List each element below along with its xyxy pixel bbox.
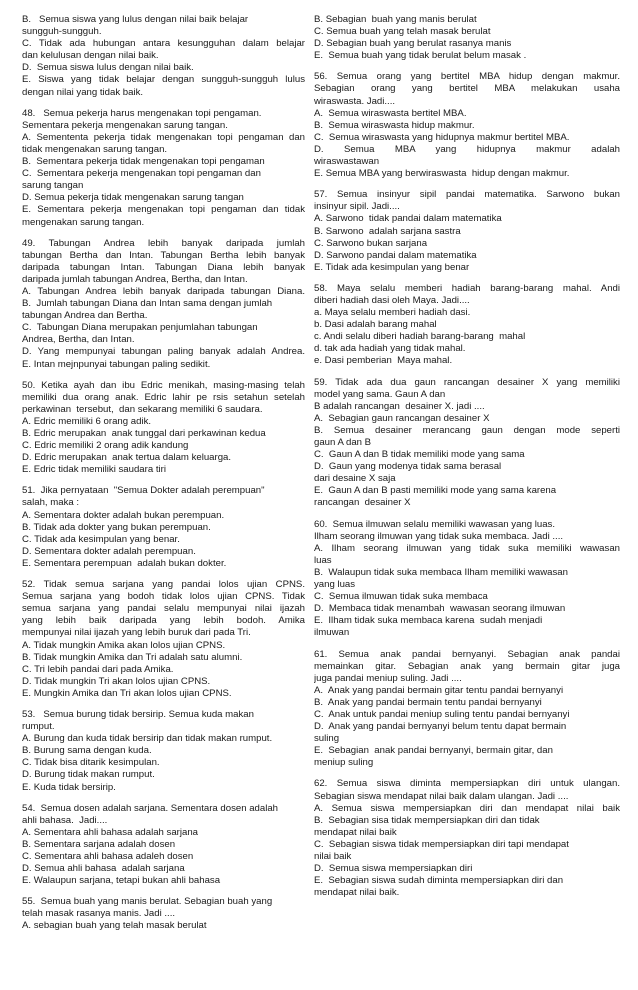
text-line: wiraswastawan	[314, 156, 380, 168]
text-line: mengenakan sarung tangan.	[22, 216, 145, 228]
text-line: E. Intan mejnpunyai tabungan paling sedikit.	[22, 358, 211, 370]
text-line: d. tak ada hadiah yang tidak mahal.	[314, 343, 466, 355]
text-line: Sebagian siswa mendapat nilai baik dalam ulangan. Jadi ....	[314, 790, 569, 802]
text-line: 51. Jika pernyataan "Semua Dokter adalah perempuan"	[22, 485, 265, 497]
text-line: rancangan desainer X	[314, 497, 411, 509]
text-line: B. Semua desainer merancang gaun dengan mode seperti	[314, 424, 620, 436]
text-line: telah masak rasanya manis. Jadi ....	[22, 908, 176, 920]
text-line: B. Tidak mungkin Amika dan Tri adalah satu alumni.	[22, 651, 243, 663]
text-line: C. Sarwono bukan sarjana	[314, 237, 428, 249]
text-line: C. Tidak ada kesimpulan yang benar.	[22, 533, 180, 545]
paragraph-gap	[22, 476, 305, 485]
text-line: tidak mengenakan sarung tangan.	[22, 143, 168, 155]
text-line: 60. Semua ilmuwan selalu memiliki wawasan yang luas.	[314, 518, 556, 530]
text-line: diberi hadiah dasi oleh Maya. Jadi....	[314, 294, 470, 306]
text-line: memainkan gitar. Sebagian anak yang bermain gitar juga	[314, 660, 620, 672]
paragraph-gap	[22, 371, 305, 380]
text-line: D. Semua pekerja tidak mengenakan sarung tangan	[22, 192, 244, 204]
text-line: C. Anak untuk pandai meniup suling tentu pandai bernyanyi	[314, 708, 570, 720]
text-line: memiliki dua orang anak. Edric lahir pe rsis setahun setelah	[22, 391, 305, 403]
text-line: D. Yang mempunyai tabungan paling banyak adalah Andrea.	[22, 346, 305, 358]
text-line: D. Semua siswa mempersiapkan diri	[314, 863, 473, 875]
text-line: 57. Semua insinyur sipil pandai matematika. Sarwono bukan	[314, 189, 620, 201]
text-line: C. Tabungan Diana merupakan penjumlahan tabungan	[22, 322, 258, 334]
paragraph-gap	[22, 700, 305, 709]
text-line: E. Siswa yang tidak belajar dengan sungguh-sungguh lulus	[22, 74, 305, 86]
text-line: 53. Semua burung tidak bersirip. Semua kuda makan	[22, 708, 254, 720]
paragraph-gap	[22, 570, 305, 579]
text-line: E. Semua MBA yang berwiraswasta hidup dengan makmur.	[314, 168, 570, 180]
text-line: tabungan Andrea dan Bertha.	[22, 310, 148, 322]
text-line: A. Edric memiliki 6 orang adik.	[22, 415, 152, 427]
text-line: A. Tabungan Andrea lebih banyak daripada tabungan Diana.	[22, 285, 305, 297]
text-line: 59. Tidak ada dua gaun rancangan desainer X yang memiliki	[314, 376, 620, 388]
text-line: D. Sarwono pandai dalam matematika	[314, 249, 477, 261]
paragraph-gap	[314, 368, 620, 377]
text-line: E. Sebagian siswa sudah diminta mempersiapkan diri dan	[314, 875, 564, 887]
text-line: A. Semua wiraswasta bertitel MBA.	[314, 107, 467, 119]
text-line: C. Tidak bisa ditarik kesimpulan.	[22, 757, 160, 769]
text-line: 50. Ketika ayah dan ibu Edric menikah, masing-masing telah	[22, 379, 305, 391]
text-line: mendapat nilai baik	[314, 826, 397, 838]
text-line: mendapat nilai baik.	[314, 887, 400, 899]
text-line: C. Sementara pekerja mengenakan topi pengaman dan	[22, 168, 261, 180]
text-line: B. Burung sama dengan kuda.	[22, 745, 152, 757]
text-line: B. Sementara sarjana adalah dosen	[22, 838, 176, 850]
paragraph-gap	[314, 62, 620, 71]
text-line: b. Dasi adalah barang mahal	[314, 319, 437, 331]
text-line: semua sarjana yang pandai selalu mempunyai nilai ijazah	[22, 603, 305, 615]
text-line: B. Sebagian buah yang manis berulat	[314, 14, 477, 25]
text-line: salah, maka :	[22, 497, 80, 509]
text-line: meniup suling	[314, 757, 374, 769]
text-line: A. Semententa pekerja tidak mengenakan topi pengaman dan	[22, 131, 305, 143]
text-line: dan kelulusan dengan nilai baik.	[22, 50, 159, 62]
text-line: 49. Tabungan Andrea lebih banyak daripada jumlah	[22, 237, 305, 249]
text-line: C. Semua wiraswasta yang hidupnya makmur bertitel MBA.	[314, 131, 570, 143]
text-line: yang lebih baik daripada yang lebih bodoh. Amika	[22, 615, 305, 627]
text-line: sarung tangan	[22, 180, 84, 192]
text-line: A. Sarwono tidak pandai dalam matematika	[314, 213, 502, 225]
text-line: tabungan Bertha dan Intan. Tabungan Bertha lebih banyak	[22, 249, 305, 261]
paragraph-gap	[22, 794, 305, 803]
text-line: E. Sebagian anak pandai bernyanyi, bermain gitar, dan	[314, 745, 553, 757]
text-line: nilai baik	[314, 851, 352, 862]
paragraph-gap	[314, 769, 620, 778]
text-line: 62. Semua siswa diminta mempersiapkan diri untuk ulangan.	[314, 778, 620, 790]
text-line: ilmuwan	[314, 627, 350, 639]
text-line: D. Edric merupakan anak tertua dalam keluarga.	[22, 452, 232, 464]
text-line: D. Tidak mungkin Tri akan lolos ujian CPNS.	[22, 675, 211, 687]
text-line: D. Anak yang pandai bernyanyi belum tentu dapat bermain	[314, 721, 567, 733]
text-line: Semua sarjana yang bodoh tidak lolos ujian CPNS. Tidak	[22, 591, 305, 603]
text-line: c. Andi selalu diberi hadiah barang-barang mahal	[314, 331, 526, 343]
paragraph-gap	[314, 274, 620, 283]
text-line: D. Sebagian buah yang berulat rasanya manis	[314, 38, 512, 50]
text-line: dari desaine X saja	[314, 473, 396, 485]
text-line: C. Edric memiliki 2 orang adik kandung	[22, 440, 189, 452]
text-line: B. Edric merupakan anak tunggal dari perkawinan kedua	[22, 428, 266, 439]
text-line: E. Walaupun sarjana, tetapi bukan ahli bahasa	[22, 875, 221, 887]
text-line: A. Sebagian gaun rancangan desainer X	[314, 412, 490, 424]
text-line: daripada tabungan Intan. Tabungan Diana lebih banyak	[22, 261, 305, 273]
text-line: E. Tidak ada kesimpulan yang benar	[314, 261, 470, 273]
text-line: D. Semua ahli bahasa adalah sarjana	[22, 863, 185, 875]
paragraph-gap	[22, 229, 305, 238]
text-line: D. Sementara dokter adalah perempuan.	[22, 545, 196, 557]
text-line: A. Sementara ahli bahasa adalah sarjana	[22, 826, 199, 838]
text-line: C. Sebagian siswa tidak mempersiapkan diri tapi mendapat	[314, 838, 569, 850]
text-line: 58. Maya selalu memberi hadiah barang-barang mahal. Andi	[314, 282, 620, 294]
text-line: ahli bahasa. Jadi....	[22, 814, 108, 826]
text-line: E. Sementara perempuan adalah bukan dokter.	[22, 557, 227, 569]
right-text-column	[314, 14, 620, 899]
text-line: E. Gaun A dan B pasti memiliki mode yang sama karena	[314, 485, 557, 497]
text-line: dengan nilai yang tidak baik.	[22, 86, 144, 98]
paragraph-gap	[22, 887, 305, 896]
text-line: B. Sebagian sisa tidak mempersiapkan diri dan tidak	[314, 814, 540, 826]
text-line: perkawinan tersebut, dan sekarang memiliki 6 saudara.	[22, 403, 263, 415]
text-line: A. Anak yang pandai bermain gitar tentu pandai bernyanyi	[314, 684, 564, 696]
text-line: luas	[314, 554, 332, 566]
text-line: insinyur sipil. Jadi....	[314, 201, 400, 213]
text-line: sungguh-sungguh.	[22, 26, 102, 38]
text-line: E. Kuda tidak bersirip.	[22, 781, 116, 793]
text-line: wiraswasta. Jadi....	[314, 95, 396, 107]
text-line: D. Semua MBA yang hidupnya makmur adalah	[314, 143, 620, 155]
text-line: D. Membaca tidak menambah wawasan seorang ilmuwan	[314, 603, 566, 615]
text-line: B. Anak yang pandai bermain tentu pandai bernyanyi	[314, 696, 542, 708]
text-line: 48. Semua pekerja harus mengenakan topi pengaman.	[22, 107, 262, 119]
text-line: D. Burung tidak makan rumput.	[22, 769, 155, 781]
text-line: mempunyai nilai ijazah yang lebih buruk dari pada Tri.	[22, 627, 251, 639]
text-line: 52. Tidak semua sarjana yang pandai lolos ujian CPNS.	[22, 579, 305, 591]
text-line: B. Tidak ada dokter yang bukan perempuan.	[22, 521, 211, 533]
paragraph-gap	[314, 180, 620, 189]
text-line: Sebagian orang yang bertitel MBA melakukan usaha	[314, 83, 620, 95]
text-line: C. Sementara ahli bahasa adaleh dosen	[22, 851, 194, 862]
text-line: E. Semua buah yang tidak berulat belum masak .	[314, 50, 527, 62]
text-line: 55. Semua buah yang manis berulat. Sebagian buah yang	[22, 896, 273, 908]
text-line: E. Edric tidak memiliki saudara tiri	[22, 464, 166, 476]
text-line: E. Mungkin Amika dan Tri akan lolos ujian CPNS.	[22, 687, 232, 699]
text-line: A. Semua siswa mempersiapkan diri dan mendapat nilai baik	[314, 802, 620, 814]
text-line: 61. Semua anak pandai bernyanyi. Sebagian anak pandai	[314, 648, 620, 660]
text-line: E. Ilham tidak suka membaca karena sudah menjadi	[314, 615, 543, 627]
text-line: 54. Semua dosen adalah sarjana. Sementara dosen adalah	[22, 802, 279, 814]
paragraph-gap	[314, 510, 620, 519]
text-line: B. Sarwono adalah sarjana sastra	[314, 225, 461, 237]
text-line: C. Tri lebih pandai dari pada Amika.	[22, 663, 174, 675]
text-line: B adalah rancangan desainer X. jadi ....	[314, 400, 485, 412]
text-line: 56. Semua orang yang bertitel MBA hidup dengan makmur.	[314, 71, 620, 83]
text-line: A. Ilham seorang ilmuwan yang tidak suka memiliki wawasan	[314, 542, 620, 554]
text-line: e. Dasi pemberian Maya mahal.	[314, 355, 453, 367]
text-line: B. Jumlah tabungan Diana dan Intan sama dengan jumlah	[22, 298, 273, 310]
text-line: suling	[314, 733, 340, 745]
text-line: C. Semua buah yang telah masak berulat	[314, 26, 491, 38]
text-line: Andrea, Bertha, dan Intan.	[22, 334, 135, 346]
text-line: a. Maya selalu memberi hadiah dasi.	[314, 307, 471, 319]
paragraph-gap	[314, 640, 620, 649]
text-line: A. sebagian buah yang telah masak berulat	[22, 920, 207, 932]
text-line: rumput.	[22, 721, 55, 733]
text-line: C. Gaun A dan B tidak memiliki mode yang sama	[314, 449, 525, 461]
paragraph-gap	[22, 99, 305, 108]
text-line: D. Gaun yang modenya tidak sama berasal	[314, 461, 502, 473]
text-line: gaun A dan B	[314, 437, 372, 448]
text-line: E. Sementara pekerja mengenakan topi pengaman dan tidak	[22, 204, 305, 216]
text-line: daripada jumlah tabungan Andrea, Bertha, dan Intan.	[22, 273, 248, 285]
text-line: B. Semua wiraswasta hidup makmur.	[314, 119, 475, 131]
left-text-column	[22, 14, 305, 933]
text-line: B. Sementara pekerja tidak mengenakan topi pengaman	[22, 156, 265, 168]
text-line: C. Semua ilmuwan tidak suka membaca	[314, 591, 488, 603]
text-line: A. Tidak mungkin Amika akan lolos ujian CPNS.	[22, 639, 226, 651]
text-line: D. Semua siswa lulus dengan nilai baik.	[22, 62, 194, 74]
text-line: B. Semua siswa yang lulus dengan nilai baik belajar	[22, 14, 249, 25]
text-line: A. Sementara dokter adalah bukan perempuan.	[22, 509, 225, 521]
text-line: Ilham seorang ilmuwan yang tidak suka membaca. Jadi ....	[314, 530, 564, 542]
text-line: juga pandai meniup suling. Jadi ....	[314, 672, 462, 684]
text-line: A. Burung dan kuda tidak bersirip dan tidak makan rumput.	[22, 733, 273, 745]
text-line: B. Walaupun tidak suka membaca Ilham memiliki wawasan	[314, 566, 568, 578]
text-line: model yang sama. Gaun A dan	[314, 388, 446, 400]
text-line: yang luas	[314, 579, 356, 591]
text-line: Sementara pekerja mengenakan sarung tangan.	[22, 119, 228, 131]
text-line: C. Tidak ada hubungan antara kesungguhan dalam belajar	[22, 38, 305, 50]
